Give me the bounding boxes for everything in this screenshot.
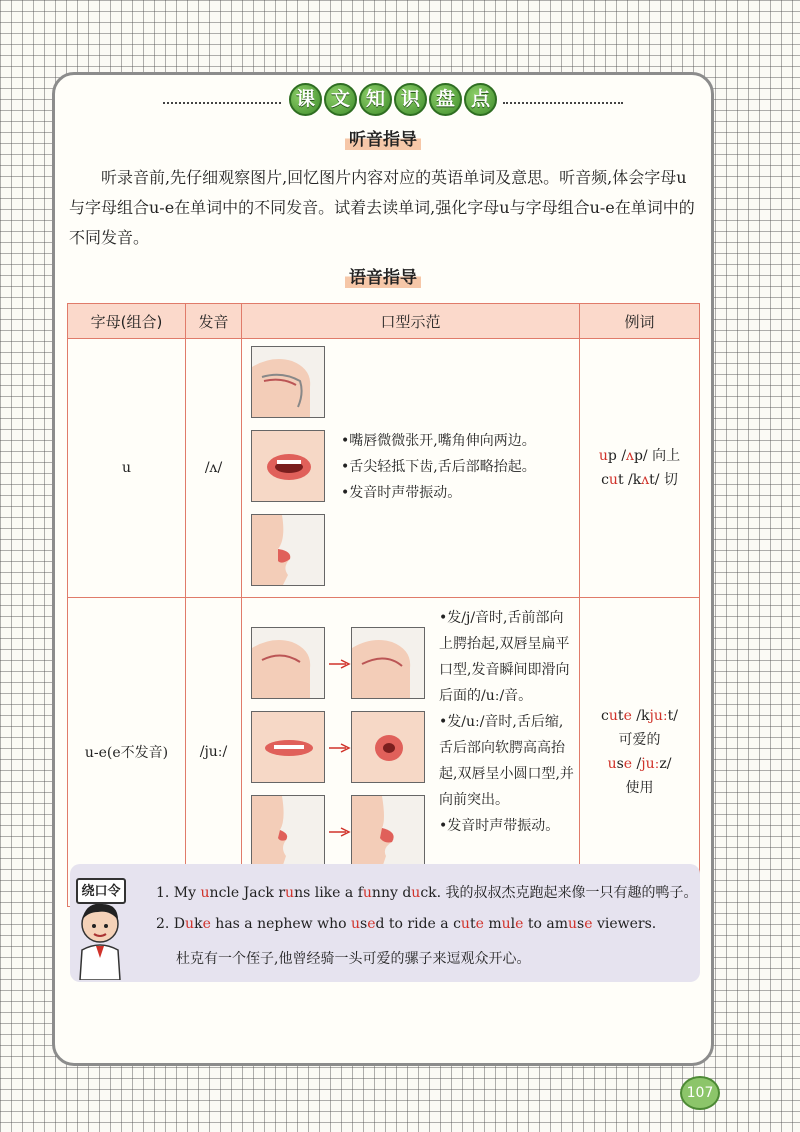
lips-profile-image — [251, 514, 325, 586]
page-number: 107 — [680, 1076, 720, 1110]
tongue-twister-box — [70, 864, 700, 982]
title-char: 课 — [289, 83, 322, 116]
table-row — [68, 339, 700, 598]
mouth-note: •发音时声带振动。 — [341, 485, 462, 501]
title-char: 文 — [324, 83, 357, 116]
boy-character-icon — [72, 894, 130, 980]
j-sound-front-view-image — [251, 711, 325, 783]
table-row — [68, 598, 700, 907]
example-meaning: 可爱的 — [618, 732, 661, 748]
column-header-letter: 字母(组合) — [68, 304, 186, 339]
sound-cell: /ʌ/ — [186, 339, 242, 598]
example-word: use /juːz/ — [607, 756, 672, 772]
mouth-note: •发音时声带振动。 — [439, 818, 560, 834]
example-word: up /ʌp/ 向上 — [598, 448, 681, 464]
column-header-examples: 例词 — [580, 304, 700, 339]
tongue-twister-line-1: 1. My uncle Jack runs like a funny duck. 我的叔叔杰克跑起来像一只有趣的鸭子。 — [156, 885, 698, 901]
u-sound-lips-profile-image — [351, 795, 425, 867]
title-dotted-line-right — [503, 102, 623, 104]
mouth-note: •发/j/音时,舌前部向上腭抬起,双唇呈扁平口型,发音瞬间即滑向后面的/uː/音。 — [439, 610, 570, 704]
section-title — [55, 79, 711, 119]
arrow-icon — [329, 659, 351, 669]
mouth-note: •嘴唇微微张开,嘴角伸向两边。 — [341, 433, 536, 449]
u-sound-front-view-image — [351, 711, 425, 783]
mouth-cell — [242, 339, 580, 598]
mouth-side-view-image — [251, 346, 325, 418]
example-word: cute /kjuːt/ — [601, 708, 678, 724]
arrow-icon — [329, 827, 351, 837]
mouth-front-view-image — [251, 430, 325, 502]
sound-cell: /juː/ — [186, 598, 242, 907]
u-sound-side-view-image — [351, 627, 425, 699]
mouth-cell — [242, 598, 580, 907]
tongue-twister-badge: 绕口令 — [76, 878, 126, 904]
tongue-twister-line-2: 2. Duke has a nephew who used to ride a cute mule to amuse viewers. — [156, 916, 657, 932]
mouth-notes-list — [439, 605, 575, 839]
letter-cell: u — [68, 339, 186, 598]
title-char: 识 — [394, 83, 427, 116]
j-sound-lips-profile-image — [251, 795, 325, 867]
letter-cell: u-e(e不发音) — [68, 598, 186, 907]
examples-cell — [580, 598, 700, 907]
examples-cell — [580, 339, 700, 598]
title-char: 知 — [359, 83, 392, 116]
listening-heading: 听音指导 — [55, 125, 711, 150]
tongue-twister-line-3: 杜克有一个侄子,他曾经骑一头可爱的骡子来逗观众开心。 — [176, 951, 531, 967]
column-header-sound: 发音 — [186, 304, 242, 339]
arrow-icon — [329, 743, 351, 753]
phonetics-table — [67, 303, 700, 907]
title-pills — [289, 83, 497, 116]
title-char: 点 — [464, 83, 497, 116]
mouth-note: •舌尖轻抵下齿,舌后部略抬起。 — [341, 459, 536, 475]
j-sound-side-view-image — [251, 627, 325, 699]
listening-paragraph: 听录音前,先仔细观察图片,回忆图片内容对应的英语单词及意思。听音频,体会字母u与字母组合u-e在单词中的不同发音。试着去读单词,强化字母u与字母组合u-e在单词中的不同发音。 — [69, 168, 695, 247]
mouth-note: •发/uː/音时,舌后缩,舌后部向软腭高高抬起,双唇呈小圆口型,并向前突出。 — [439, 714, 574, 808]
phonetics-heading: 语音指导 — [55, 263, 711, 288]
example-meaning: 使用 — [625, 780, 654, 796]
title-dotted-line-left — [163, 102, 281, 104]
column-header-mouth: 口型示范 — [242, 304, 580, 339]
example-word: cut /kʌt/ 切 — [601, 472, 678, 488]
title-char: 盘 — [429, 83, 462, 116]
mouth-notes-list — [341, 428, 577, 506]
